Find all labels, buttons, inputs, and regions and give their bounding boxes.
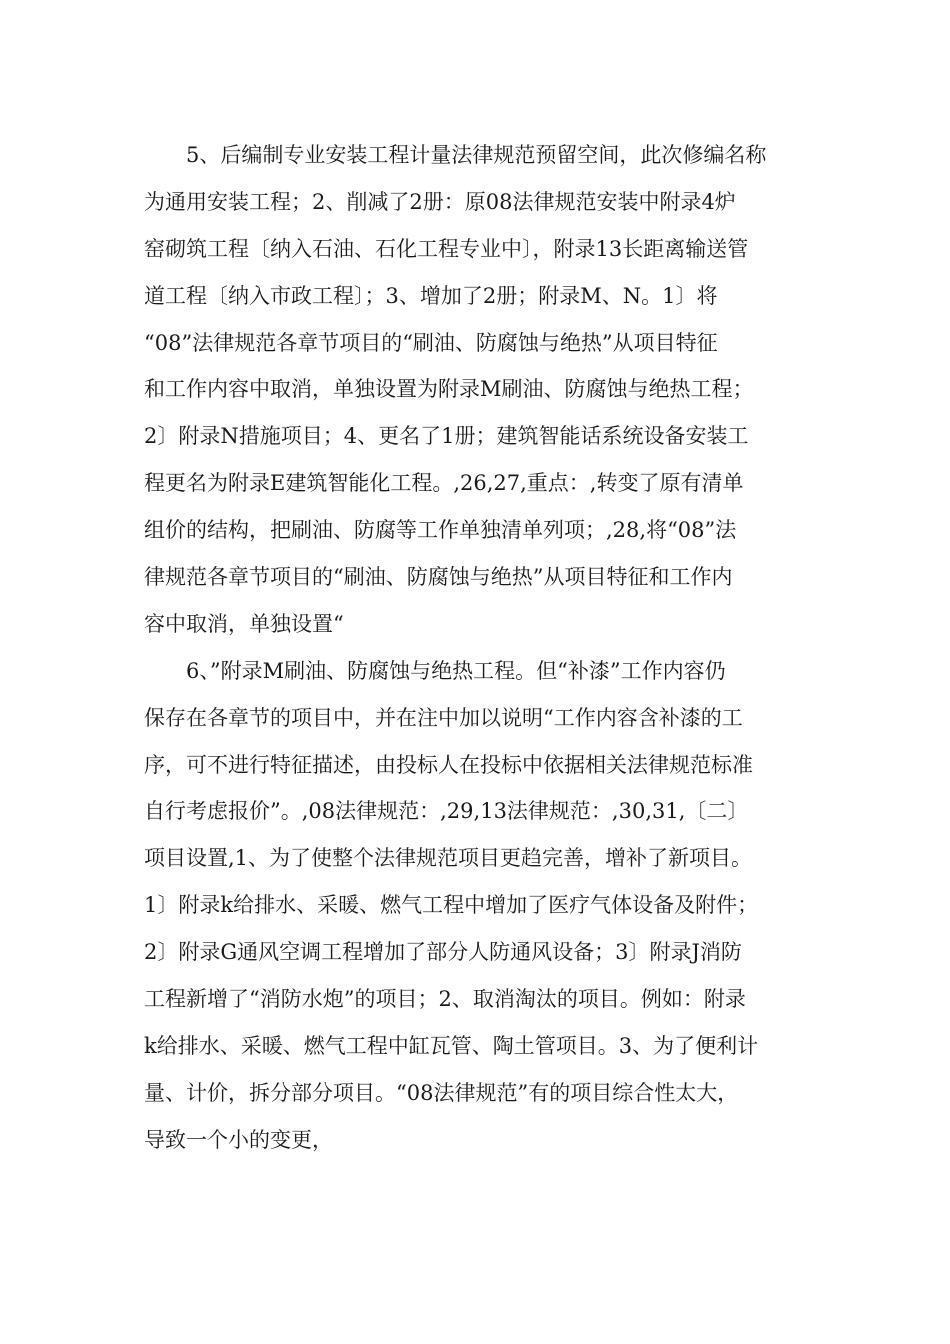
text-line: 窑砌筑工程〔纳入石油、石化工程专业中〕，附录13长距离输送管 (144, 236, 749, 261)
text-line: 和工作内容中取消，单独设置为附录M刷油、防腐蚀与绝热工程； (144, 377, 754, 402)
text-line: 2〕附录N措施项目；4、更名了1册；建筑智能话系统设备安装工 (144, 424, 749, 449)
text-line: “08”法律规范各章节项目的“刷油、防腐蚀与绝热”从项目特征 (144, 330, 718, 355)
text-line: 工程新增了“消防水炮”的项目；2、取消淘汰的项目。例如：附录 (144, 987, 746, 1012)
text-line: 导致一个小的变更， (144, 1127, 333, 1152)
text-line: 量、计价，拆分部分项目。“08法律规范”有的项目综合性太大， (144, 1080, 739, 1105)
text-line: 自行考虑报价”。,08法律规范：,29,13法律规范：,30,31,〔二〕 (144, 799, 749, 824)
text-line: 5、后编制专业安装工程计量法律规范预留空间，此次修编名称 (186, 143, 767, 167)
paragraph-6 (144, 648, 824, 1164)
text-line: 1〕附录k给排水、采暖、燃气工程中增加了医疗气体设备及附件； (144, 893, 759, 918)
text-line: 组价的结构，把刷油、防腐等工作单独清单列项；,28,将“08”法 (144, 518, 737, 543)
text-line: 程更名为附录E建筑智能化工程。,26,27,重点：,转变了原有清单 (144, 471, 744, 496)
text-line: 6、”附录M刷油、防腐蚀与绝热工程。但“补漆”工作内容仍 (186, 658, 726, 683)
paragraph-5 (144, 132, 824, 648)
text-line: k给排水、采暖、燃气工程中缸瓦管、陶土管项目。3、为了便利计 (144, 1033, 759, 1058)
text-line: 2〕附录G通风空调工程增加了部分人防通风设备；3〕附录J消防 (144, 940, 742, 965)
text-line: 保存在各章节的项目中，并在注中加以说明“工作内容含补漆的工 (144, 705, 743, 730)
text-line: 项目设置,1、为了使整个法律规范项目更趋完善，增补了新项目。 (144, 846, 753, 871)
text-line: 序，可不进行特征描述，由投标人在投标中依据相关法律规范标准 (144, 752, 753, 777)
text-line: 为通用安装工程；2、削减了2册：原08法律规范安装中附录4炉 (144, 189, 736, 214)
document-body (144, 132, 824, 1164)
text-line: 容中取消，单独设置“ (144, 611, 344, 636)
text-line: 道工程〔纳入市政工程〕；3、增加了2册；附录M、N。1〕将 (144, 283, 718, 308)
text-line: 律规范各章节项目的“刷油、防腐蚀与绝热”从项目特征和工作内 (144, 565, 733, 590)
